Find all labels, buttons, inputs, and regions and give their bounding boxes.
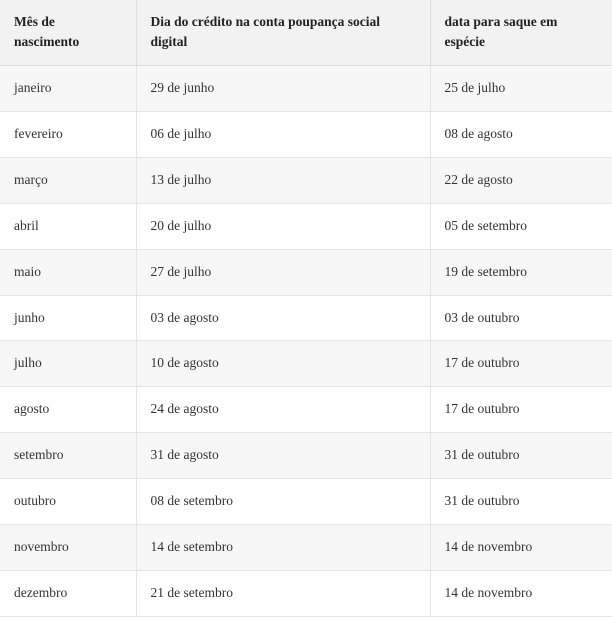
cell-birth-month: agosto [0,387,136,433]
cell-credit-day: 08 de setembro [136,479,430,525]
cell-birth-month: fevereiro [0,112,136,158]
table-row [0,295,612,341]
table-header-row [0,0,612,66]
cell-cash-withdrawal-date: 17 de outubro [430,341,612,387]
table-row [0,525,612,571]
table-row [0,249,612,295]
table-row [0,157,612,203]
cell-credit-day: 14 de setembro [136,525,430,571]
cell-credit-day: 20 de julho [136,203,430,249]
cell-birth-month: maio [0,249,136,295]
table-row [0,203,612,249]
table-row [0,479,612,525]
cell-cash-withdrawal-date: 31 de outubro [430,479,612,525]
cell-credit-day: 29 de junho [136,66,430,112]
column-header-cash-withdrawal-date: data para saque em espécie [430,0,612,66]
table-row [0,387,612,433]
table-header [0,0,612,66]
cell-birth-month: janeiro [0,66,136,112]
cell-cash-withdrawal-date: 14 de novembro [430,570,612,616]
cell-birth-month: julho [0,341,136,387]
cell-cash-withdrawal-date: 19 de setembro [430,249,612,295]
cell-birth-month: setembro [0,433,136,479]
table-row [0,112,612,158]
cell-birth-month: dezembro [0,570,136,616]
cell-cash-withdrawal-date: 22 de agosto [430,157,612,203]
cell-cash-withdrawal-date: 08 de agosto [430,112,612,158]
cell-credit-day: 27 de julho [136,249,430,295]
cell-cash-withdrawal-date: 31 de outubro [430,433,612,479]
cell-cash-withdrawal-date: 05 de setembro [430,203,612,249]
table-row [0,66,612,112]
cell-credit-day: 24 de agosto [136,387,430,433]
cell-cash-withdrawal-date: 03 de outubro [430,295,612,341]
cell-cash-withdrawal-date: 25 de julho [430,66,612,112]
cell-birth-month: novembro [0,525,136,571]
cell-birth-month: outubro [0,479,136,525]
cell-credit-day: 10 de agosto [136,341,430,387]
column-header-credit-day: Dia do crédito na conta poupança social digital [136,0,430,66]
cell-credit-day: 21 de setembro [136,570,430,616]
cell-credit-day: 13 de julho [136,157,430,203]
column-header-birth-month: Mês de nascimento [0,0,136,66]
cell-credit-day: 31 de agosto [136,433,430,479]
cell-credit-day: 06 de julho [136,112,430,158]
cell-birth-month: junho [0,295,136,341]
cell-birth-month: abril [0,203,136,249]
cell-credit-day: 03 de agosto [136,295,430,341]
table-row [0,433,612,479]
cell-birth-month: março [0,157,136,203]
table-body [0,66,612,617]
cell-cash-withdrawal-date: 17 de outubro [430,387,612,433]
cell-cash-withdrawal-date: 14 de novembro [430,525,612,571]
table-row [0,341,612,387]
table-row [0,570,612,616]
